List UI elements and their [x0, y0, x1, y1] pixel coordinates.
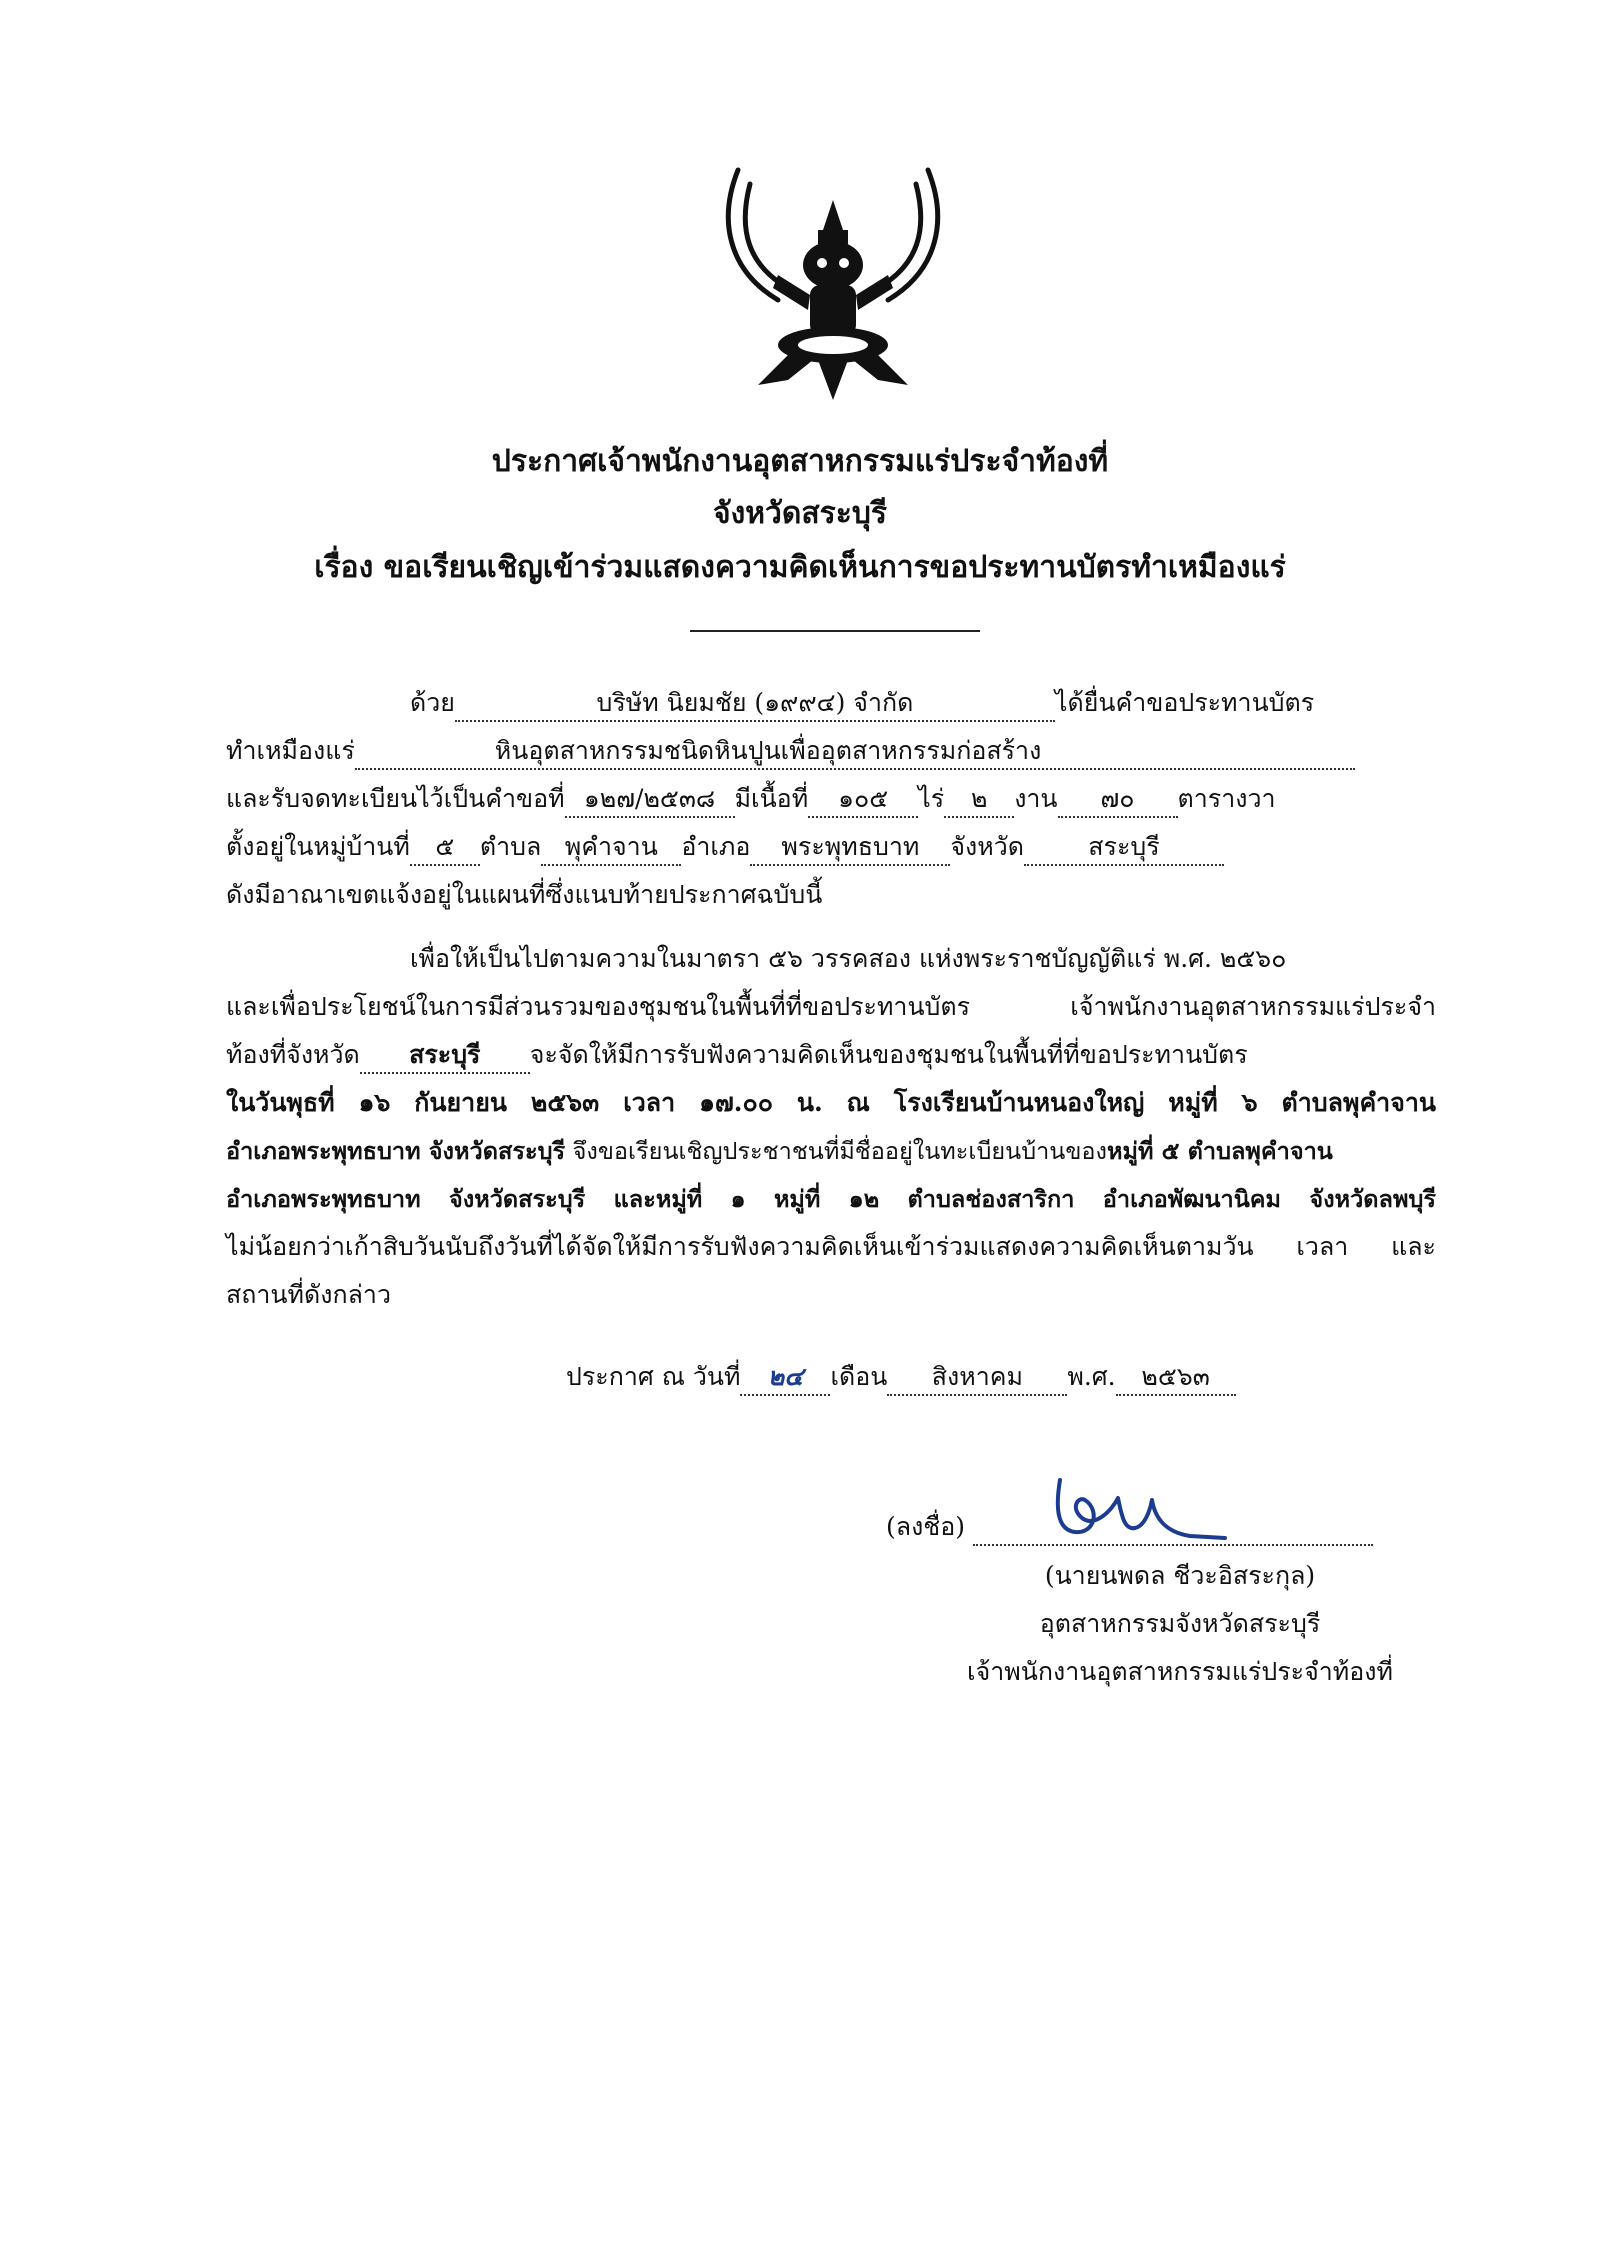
- subdistrict-label: ตำบล: [479, 832, 542, 861]
- announce-date-line: [566, 1356, 1366, 1398]
- village-number: ๕: [410, 830, 480, 866]
- invited-areas-line: อำเภอพระพุทธบาท จังหวัดสระบุรี และหมู่ที่ ๑ หมู่ที่ ๑๒ ตำบลช่องสาริกา อำเภอพัฒนานิคม จังหวัดลพบุรี: [226, 1185, 1436, 1213]
- district-label: อำเภอ: [681, 832, 751, 861]
- invite-text: จึงขอเรียนเชิญประชาชนที่มีชื่ออยู่ในทะเบียนบ้านของ: [572, 1137, 1108, 1165]
- month-label: เดือน: [830, 1362, 888, 1391]
- announce-day: ๒๔: [740, 1360, 830, 1396]
- para2-province: สระบุรี: [360, 1038, 530, 1074]
- area-ngan: ๒: [944, 782, 1014, 818]
- company-name: บริษัท นิยมชัย (๑๙๙๔) จำกัด: [455, 686, 1055, 722]
- para1-line3: [226, 778, 1436, 820]
- mine-label: ทำเหมืองแร่: [226, 736, 355, 765]
- hearing-date-line: ในวันพุธที่ ๑๖ กันยายน ๒๕๖๓ เวลา ๑๗.๐๐ น. ณ โรงเรียนบ้านหนองใหญ่ หมู่ที่ ๖ ตำบลพุคำจาน: [226, 1088, 1436, 1117]
- signer-name: (นายนพดล ชีวะอิสระกุล): [1044, 1561, 1316, 1590]
- announce-label: ประกาศ ณ วันที่: [566, 1362, 741, 1391]
- invited-village: หมู่ที่ ๕ ตำบลพุคำจาน: [1107, 1137, 1333, 1165]
- announce-month: สิงหาคม: [887, 1360, 1067, 1396]
- subject-title: เรื่อง ขอเรียนเชิญเข้าร่วมแสดงความคิดเห็นการขอประทานบัตรทำเหมืองแร่: [314, 550, 1286, 585]
- announcement-title: ประกาศเจ้าพนักงานอุตสาหกรรมแร่ประจำท้องที่: [491, 444, 1109, 479]
- area-sqwa: ๗๐: [1058, 782, 1178, 818]
- hearing-district: อำเภอพระพุทธบาท จังหวัดสระบุรี: [226, 1137, 566, 1165]
- year-label: พ.ศ.: [1067, 1362, 1116, 1391]
- para1-line1: [410, 682, 1436, 724]
- area-rai: ๑๐๕: [808, 782, 918, 818]
- reg-label: และรับจดทะเบียนไว้เป็นคำขอที่: [226, 784, 565, 813]
- ngan-label: งาน: [1014, 784, 1058, 813]
- filed-text: ได้ยื่นคำขอประทานบัตร: [1054, 688, 1315, 717]
- mineral-type: หินอุตสาหกรรมชนิดหินปูนเพื่ออุตสาหกรรมก่อสร้าง: [355, 734, 1355, 770]
- para2-line5: [226, 1130, 1436, 1172]
- para1-line5: ดังมีอาณาเขตแจ้งอยู่ในแผนที่ซึ่งแนบท้ายประกาศฉบับนี้: [226, 880, 823, 909]
- request-number: ๑๒๗/๒๕๓๘: [565, 782, 735, 818]
- para2-line2: และเพื่อประโยชน์ในการมีส่วนรวมของชุมชนในพื้นที่ที่ขอประทานบัตร เจ้าพนักงานอุตสาหกรรมแร่ประจำ: [226, 992, 1436, 1021]
- district-name: พระพุทธบาท: [750, 830, 950, 866]
- area-label: มีเนื้อที่: [734, 784, 809, 813]
- para2-line1: เพื่อให้เป็นไปตามความในมาตรา ๕๖ วรรคสอง แห่งพระราชบัญญัติแร่ พ.ศ. ๒๕๖๐: [410, 944, 1287, 973]
- announce-year: ๒๕๖๓: [1116, 1360, 1236, 1396]
- para2-line7: ไม่น้อยกว่าเก้าสิบวันนับถึงวันที่ได้จัดให้มีการรับฟังความคิดเห็นเข้าร่วมแสดงความคิดเห็นตามวัน เวลา และ: [226, 1232, 1436, 1261]
- rai-label: ไร่: [918, 784, 945, 813]
- para2-line3: [226, 1034, 1436, 1076]
- title-divider: [690, 630, 980, 632]
- by-label: ด้วย: [410, 688, 455, 717]
- province-label: จังหวัด: [950, 832, 1025, 861]
- para1-line4: [226, 826, 1436, 868]
- sqwa-label: ตารางวา: [1177, 784, 1276, 813]
- handwritten-signature-icon: [1040, 1470, 1240, 1550]
- garuda-emblem-icon: [718, 160, 948, 400]
- village-label: ตั้งอยู่ในหมู่บ้านที่: [226, 832, 410, 861]
- province-name: สระบุรี: [1024, 830, 1224, 866]
- signer-position: อุตสาหกรรมจังหวัดสระบุรี: [1039, 1609, 1321, 1638]
- para2-hearing-text: จะจัดให้มีการรับฟังความคิดเห็นของชุมชนในพื้นที่ที่ขอประทานบัตร: [529, 1040, 1248, 1069]
- para2-line8: สถานที่ดังกล่าว: [226, 1280, 391, 1309]
- para2-province-label: ท้องที่จังหวัด: [226, 1040, 360, 1069]
- province-title: จังหวัดสระบุรี: [712, 496, 888, 531]
- sign-label: (ลงชื่อ): [886, 1512, 966, 1541]
- subdistrict-name: พุคำจาน: [541, 830, 681, 866]
- signer-role: เจ้าพนักงานอุตสาหกรรมแร่ประจำท้องที่: [967, 1657, 1393, 1686]
- para1-line2: [226, 730, 1436, 772]
